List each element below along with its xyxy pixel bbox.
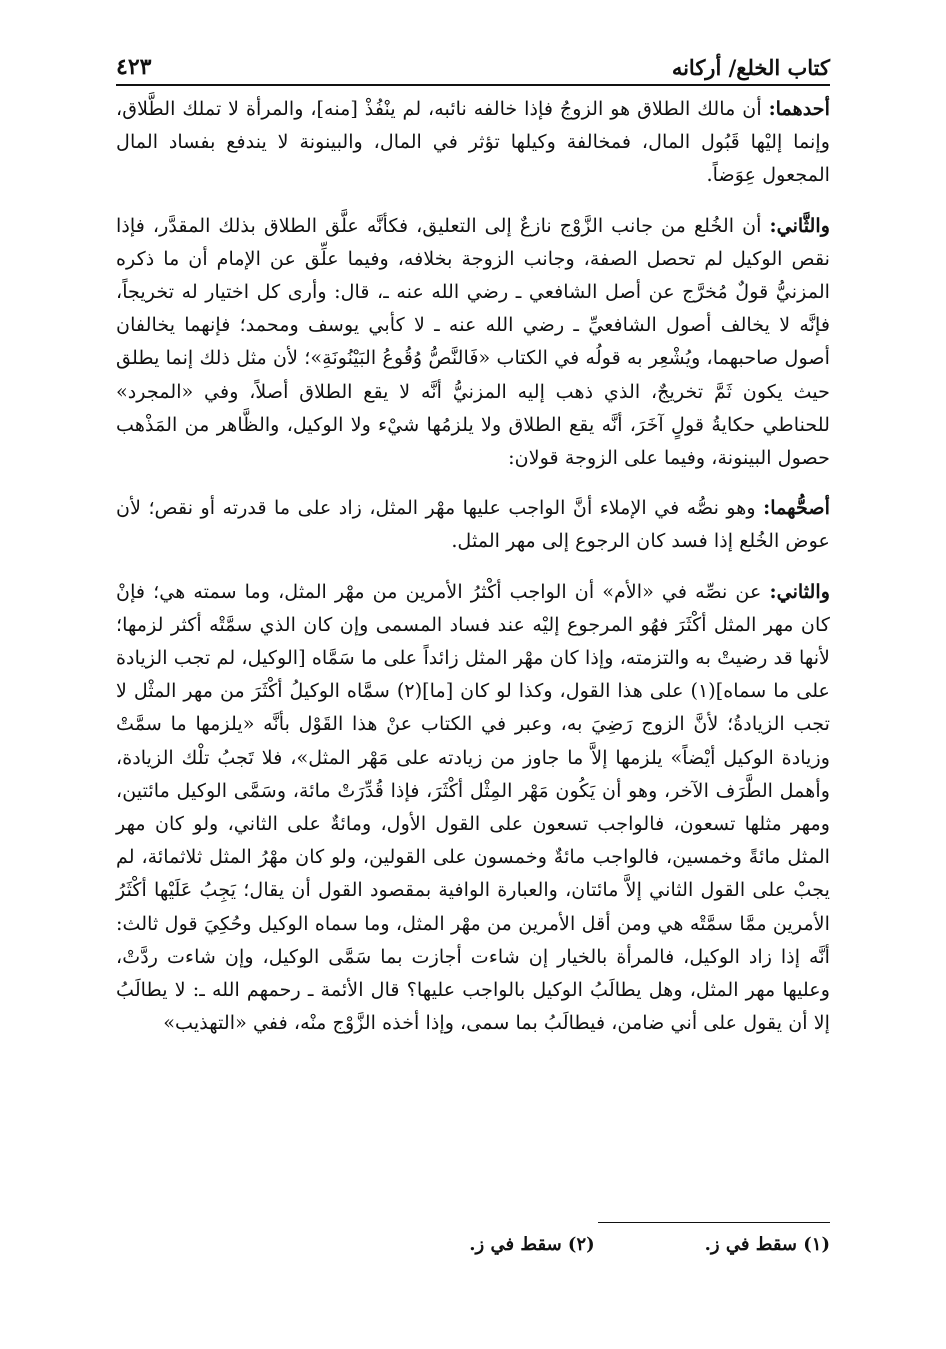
paragraph-lead: أحدهما: bbox=[768, 97, 830, 120]
footnote-1: (١) سقط في ز. bbox=[704, 1234, 830, 1255]
chapter-title: كتاب الخلع/ أركانه bbox=[671, 55, 830, 80]
paragraph bbox=[116, 491, 830, 557]
paragraph bbox=[116, 92, 830, 192]
footnotes bbox=[116, 1234, 830, 1255]
paragraph-text: وهو نصُّه في الإملاء أنَّ الواجب عليها مهْر المثل، زاد على ما قدرته أو نقص؛ لأن عوض الخُلع إذا فسد كان الرجوع إلى مهر المثل. bbox=[116, 496, 830, 553]
paragraph bbox=[116, 575, 830, 1040]
paragraph-text: أن مالك الطلاق هو الزوجُ فإذا خالفه نائبه، لم ينْفُذْ [منه]، والمرأة لا تملك الطَّلاق، وإنما إليْها قَبُول المال، فمخالفة وكيلها تؤثر في المال، والبينونة لا يندفع بفساد المال المجعول عِوَضاً. bbox=[116, 97, 830, 187]
page-number: ٤٢٣ bbox=[116, 54, 152, 80]
running-header bbox=[116, 40, 830, 86]
paragraph-text: أن الخُلع من جانب الزَّوْج نازعٌ إلى التعليق، فكأنَّه علَّق الطلاق بذلك المقدَّر، فإذا نقص الوكيل لم تحصل الصفة، وجانب الزوجة بخلافه، وفيما علِّق عن الإمام أن ما ذكره المزنيُّ قولٌ مُخرَّج عن أصل الشافعي ـ رضي الله عنه ـ، قال: وأرى كل اختيار له تخريجاً، فإنَّه لا يخالف أصول الشافعيِّ ـ رضي الله عنه ـ لا كأبي يوسف ومحمد؛ فإنهما يخالفان أصول صاحبهما، ويُشْعِر به قولُه في الكتاب «فَالنَّصُّ وُقُوعُ البَيْنُونَةِ»؛ لأن مثل ذلك إنما يطلق حيث يكون ثَمَّ تخريجٌ، الذي ذهب إليه المزنيُّ أنَّه لا يقع الطلاق أصلاً، وفي «المجرد» للحناطي حكايةُ قولٍ آخَرَ، أنَّه يقع الطلاق ولا يلزمُها شيْء ولا الوكيل، والظَّاهر من المَذْهب حصول البينونة، وفيما على الزوجة قولان: bbox=[116, 213, 830, 470]
paragraph-text: عن نصِّه في «الأم» أن الواجب أكْثرُ الأمرين من مهْر المثل، وما سمته هي؛ فإنْ كان مهر المثل أكْثَرَ فهُو المرجوع إليْه عند فساد المسمى وإن كان الذي سمَّتْه أكثر لزمها؛ لأنها قد رضيتْ به والتزمته، وإذا كان مهْر المثل زائداً على ما سَمَّاه [الوكيل، لم تجب الزيادة على ما سماه](١) على هذا القول، وكذا لو كان [ما](٢) سمَّاه الوكيلُ أكْثَرَ من مهر المثْل لا تجب الزيادةُ؛ لأنَّ الزوج رَضِيَ به، وعبر في الكتاب عنْ هذا القَوْل بأنَّه «يلزمها ما سمَّتْ وزيادة الوكيل أيْضاً» يلزمها إلاَّ ما جاوز من زيادته على مَهْر المثل»، فلا تَجبُ تلْك الزيادة، وأهمل الطَّرَف الآخر، وهو أن يَكُون مَهْر المِثْل أكْثَرَ، فإذا قُدِّرَتْ مائة، وسَمَّى الوكيل مائتين، ومهر مثلها تسعون، فالواجب تسعون على القول الأول، ومائةٌ على الثاني، ولو كان مهر المثل مائةً وخمسين، فالواجب مائةٌ وخمسون على القولين، ولو كان مهْرُ المثل ثلاثمائة، لم يجبْ على القول الثاني إلاَّ مائتان، والعبارة الوافية بمقصود القول أن يقال؛ يَجِبُ عَلَيْها أكْثَرُ الأمرين ممَّا سمَّتْه هي ومن أقل الأمرين من مهْر المثل، وما سماه الوكيل وحُكِيَ قول ثالث: أنَّه إذا زاد الوكيل، فالمرأة بالخيار إن شاءت أجازت بما سَمَّى الوكيل، وإن شاءت ردَّتْ، وعليها مهر المثل، وهل يطالَبُ الوكيل بالواجب عليها؟ قال الأئمة ـ رحمهم الله ـ: لا يطالَبُ إلا أن يقول على أني ضامن، فيطالَبُ بما سمى، وإذا أخذه الزَّوْج منْه، ففي «التهذيب» bbox=[116, 579, 831, 1035]
main-text bbox=[116, 92, 830, 1056]
paragraph-lead: والثَّاني: bbox=[769, 213, 830, 237]
paragraph bbox=[116, 209, 830, 475]
footnote-rule bbox=[598, 1222, 830, 1223]
paragraph-lead: أصحُّهما: bbox=[763, 496, 830, 520]
footnote-2: (٢) سقط في ز. bbox=[469, 1234, 595, 1255]
paragraph-lead: والثاني: bbox=[769, 579, 830, 603]
